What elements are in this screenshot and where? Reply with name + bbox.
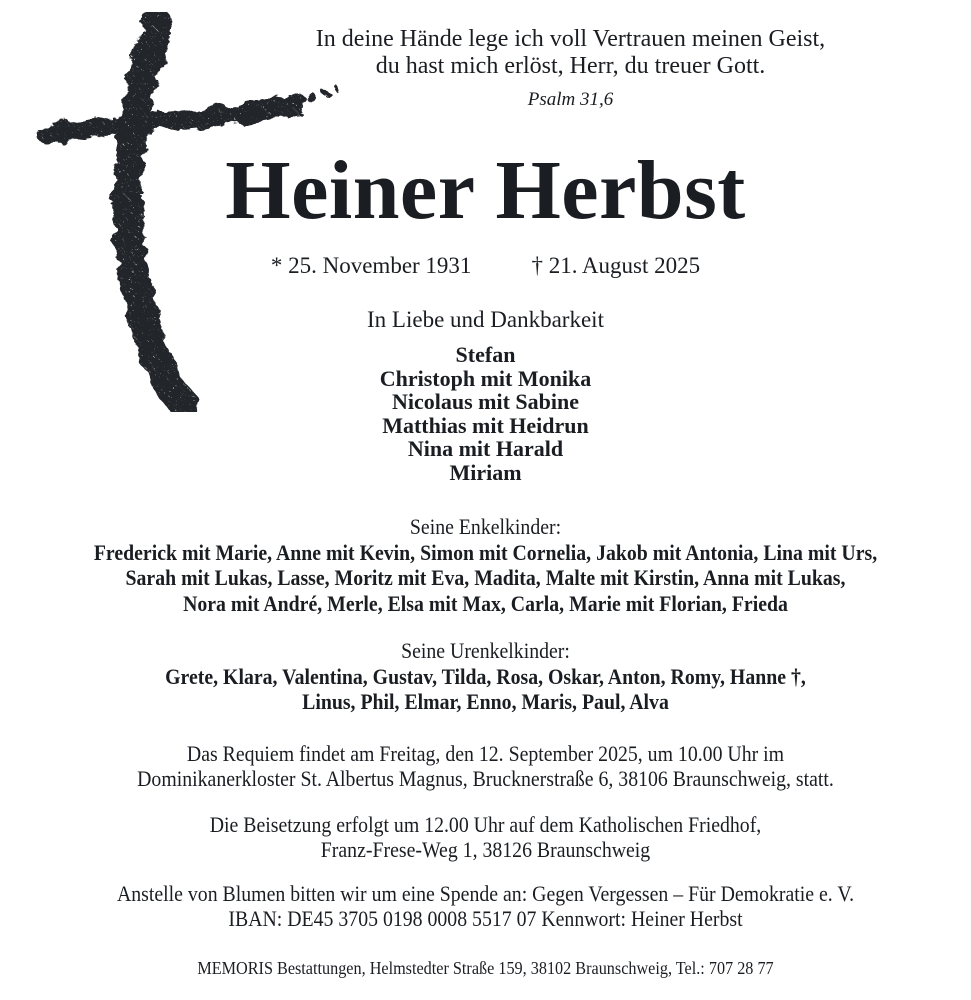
requiem-line: Dominikanerkloster St. Albertus Magnus, Brucknerstraße 6, 38106 Braunschweig, statt.	[137, 766, 834, 791]
donation-line: IBAN: DE45 3705 0198 0008 5517 07 Kennwort: Heiner Herbst	[228, 906, 743, 931]
donation-line: Anstelle von Blumen bitten wir um eine Spende an: Gegen Vergessen – Für Demokratie e. V.	[116, 880, 855, 906]
great-grandchildren-line: Linus, Phil, Elmar, Enno, Maris, Paul, Alva	[302, 689, 669, 714]
family-line: Nina mit Harald	[407, 436, 564, 461]
quote-source: Psalm 31,6	[527, 89, 614, 110]
grandchildren-line: Sarah mit Lukas, Lasse, Moritz mit Eva, Madita, Malte mit Kirstin, Anna mit Lukas,	[125, 565, 846, 590]
donation-info	[0, 881, 971, 932]
mourning-intro: In Liebe und Dankbarkeit	[367, 307, 604, 332]
quote-line: du hast mich erlöst, Herr, du treuer Gott.	[375, 53, 766, 79]
death-date: † 21. August 2025	[531, 253, 701, 278]
funeral-home-footer: MEMORIS Bestattungen, Helmstedter Straße 159, 38102 Braunschweig, Tel.: 707 28 77	[197, 957, 774, 978]
requiem-info	[0, 741, 971, 792]
burial-info	[0, 812, 971, 863]
burial-line: Die Beisetzung erfolgt um 12.00 Uhr auf dem Katholischen Friedhof,	[209, 811, 762, 837]
family-line: Stefan	[455, 342, 516, 367]
grandchildren-line: Frederick mit Marie, Anne mit Kevin, Simon mit Cornelia, Jakob mit Antonia, Lina mit Urs,	[93, 539, 878, 565]
great-grandchildren-heading: Seine Urenkelkinder:	[401, 638, 570, 663]
grandchildren-line: Nora mit André, Merle, Elsa mit Max, Carla, Marie mit Florian, Frieda	[183, 590, 788, 616]
scripture-quote	[0, 0, 971, 113]
quote-line: In deine Hände lege ich voll Vertrauen meinen Geist,	[315, 26, 826, 52]
children-list	[0, 343, 971, 484]
grandchildren-heading: Seine Enkelkinder:	[409, 514, 562, 539]
family-line: Matthias mit Heidrun	[382, 412, 589, 438]
life-dates	[0, 253, 971, 279]
great-grandchildren-section	[0, 638, 971, 715]
burial-line: Franz-Frese-Weg 1, 38126 Braunschweig	[320, 837, 651, 862]
grandchildren-section	[0, 514, 971, 616]
requiem-line: Das Requiem findet am Freitag, den 12. September 2025, um 10.00 Uhr im	[186, 740, 785, 766]
deceased-name: Heiner Herbst	[225, 144, 746, 237]
family-line: Christoph mit Monika	[379, 365, 592, 391]
birth-date: * 25. November 1931	[270, 253, 472, 278]
great-grandchildren-line: Grete, Klara, Valentina, Gustav, Tilda, Rosa, Oskar, Anton, Romy, Hanne †,	[165, 663, 806, 689]
family-line: Nicolaus mit Sabine	[391, 389, 580, 414]
family-line: Miriam	[449, 459, 522, 485]
